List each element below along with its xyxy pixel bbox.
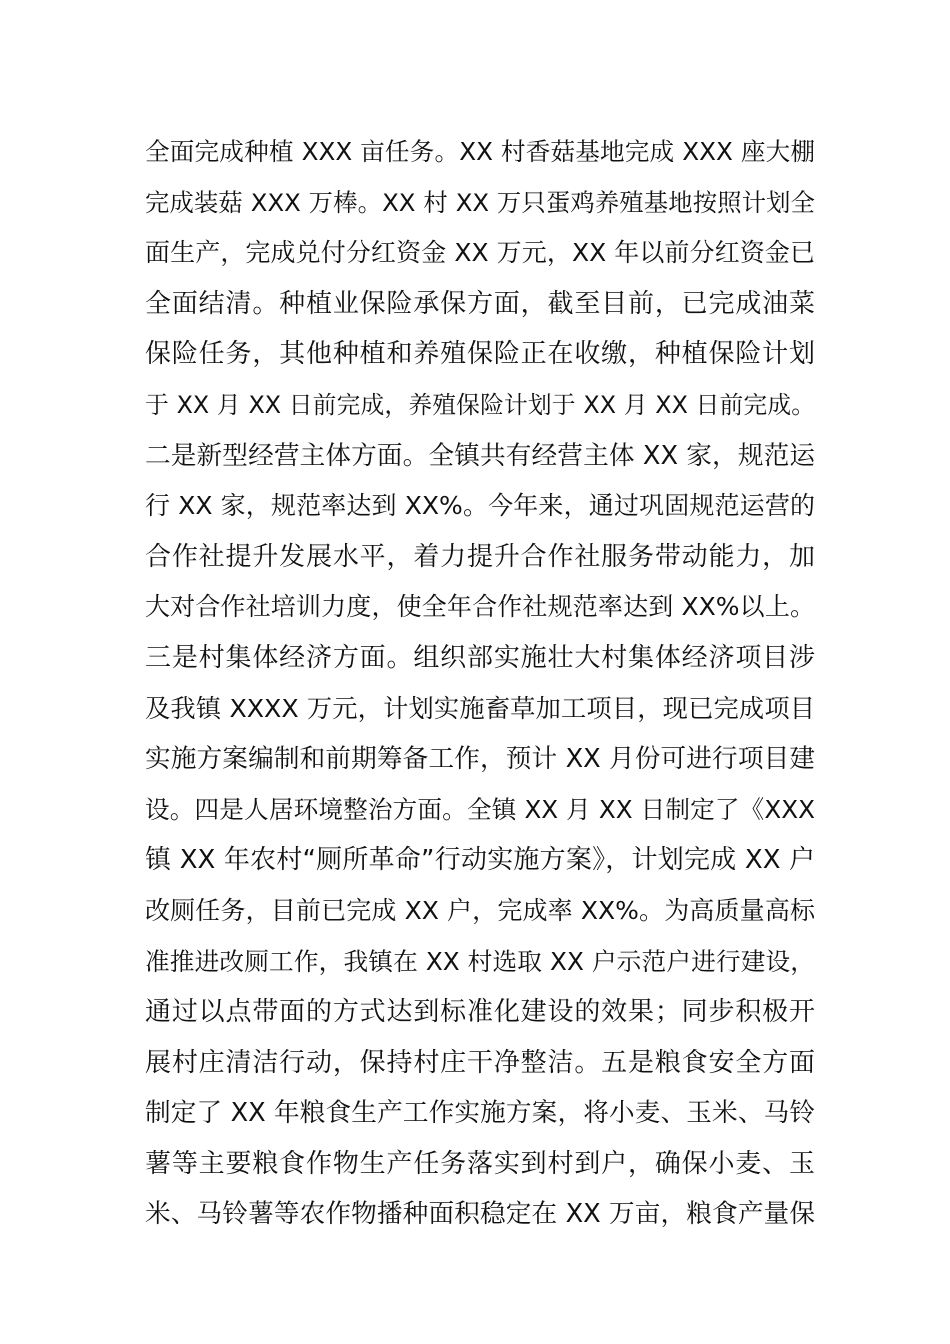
text-line: 全面完成种植 XXX 亩任务。XX 村香菇基地完成 XXX 座大棚 [145,137,815,166]
text-line: 完成装菇 XXX 万棒。XX 村 XX 万只蛋鸡养殖基地按照计划全 [145,187,815,217]
text-line: 及我镇 XXXX 万元，计划实施畜草加工项目，现已完成项目 [145,693,815,723]
text-line: 于 XX 月 XX 日前完成，养殖保险计划于 XX 月 XX 日前完成。 [145,390,815,419]
text-line: 保险任务，其他种植和养殖保险正在收缴，种植保险计划 [145,339,815,370]
text-line: 行 XX 家，规范率达到 XX%。今年来，通过巩固规范运营的 [145,491,815,521]
text-line: 三是村集体经济方面。组织部实施壮大村集体经济项目涉 [145,642,815,673]
text-line: 米、马铃薯等农作物播种面积稳定在 XX 万亩，粮食产量保 [145,1199,815,1230]
text-line: 大对合作社培训力度，使全年合作社规范率达到 XX%以上。 [145,592,815,622]
body-text [145,127,815,1240]
text-line: 通过以点带面的方式达到标准化建设的效果；同步积极开 [145,997,815,1028]
text-line: 薯等主要粮食作物生产任务落实到村到户，确保小麦、玉 [145,1148,815,1179]
text-line: 全面结清。种植业保险承保方面，截至目前，已完成油菜 [145,288,815,319]
text-line: 面生产，完成兑付分红资金 XX 万元，XX 年以前分红资金已 [145,238,815,268]
text-line: 二是新型经营主体方面。全镇共有经营主体 XX 家，规范运 [145,440,815,471]
text-line: 合作社提升发展水平，着力提升合作社服务带动能力，加 [145,541,815,572]
text-line: 镇 XX 年农村“厕所革命”行动实施方案》，计划完成 XX 户 [145,845,815,876]
text-line: 展村庄清洁行动，保持村庄干净整洁。五是粮食安全方面 [145,1047,815,1078]
text-line: 制定了 XX 年粮食生产工作实施方案，将小麦、玉米、马铃 [145,1098,815,1129]
text-line: 实施方案编制和前期筹备工作，预计 XX 月份可进行项目建 [145,744,815,775]
text-line: 改厕任务，目前已完成 XX 户，完成率 XX%。为高质量高标 [145,895,815,925]
text-line: 准推进改厕工作，我镇在 XX 村选取 XX 户示范户进行建设， [145,946,815,976]
text-line: 设。四是人居环境整治方面。全镇 XX 月 XX 日制定了《XXX [145,794,815,824]
